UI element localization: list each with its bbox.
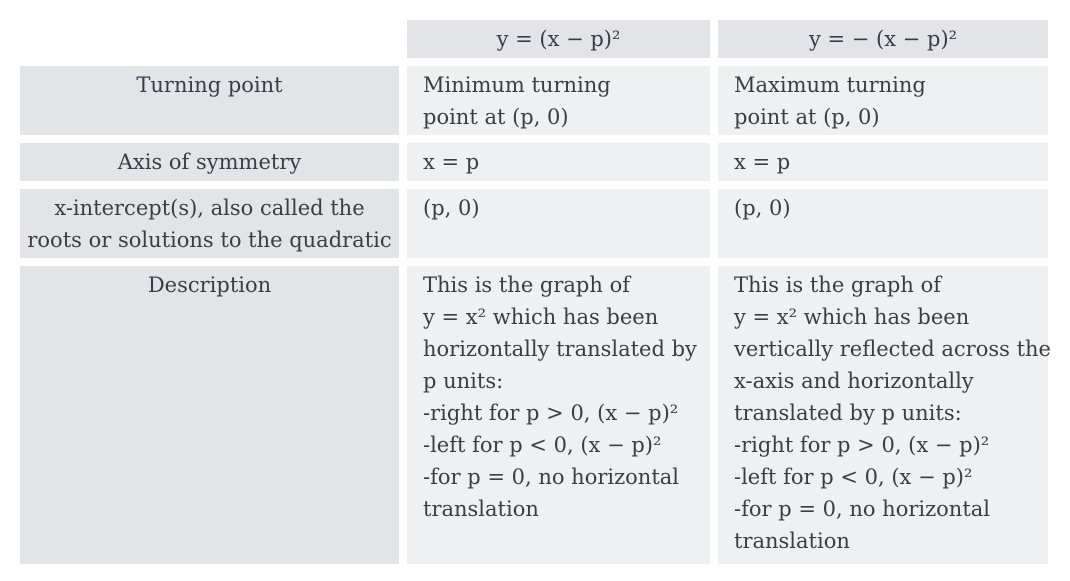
- cell-line: horizontally translated by: [423, 337, 697, 361]
- cell-line: -left for p < 0, (x − p)²: [734, 465, 973, 489]
- row-turning-point-col2: [718, 66, 1048, 135]
- header-col-negative-formula: y = − (x − p)²: [808, 27, 958, 51]
- cell-line: (p, 0): [423, 196, 480, 220]
- row-x-intercepts-label: [20, 189, 399, 258]
- cell-line: -right for p > 0, (x − p)²: [734, 433, 990, 457]
- header-col-positive-formula: y = (x − p)²: [496, 27, 621, 51]
- cell-line: x = p: [423, 150, 480, 174]
- cell-line: p units:: [423, 369, 504, 393]
- row-axis-of-symmetry-col2: [718, 143, 1048, 181]
- cell-line: x = p: [734, 150, 791, 174]
- cell-line: Minimum turning: [423, 73, 611, 97]
- cell-line: -for p = 0, no horizontal: [423, 465, 679, 489]
- row-label-text: Axis of symmetry: [117, 150, 302, 174]
- cell-line: (p, 0): [734, 196, 791, 220]
- row-label-text: roots or solutions to the quadratic: [27, 228, 392, 252]
- cell-line: -left for p < 0, (x − p)²: [423, 433, 662, 457]
- cell-line: This is the graph of: [734, 273, 941, 297]
- cell-line: translation: [734, 529, 850, 553]
- cell-line: This is the graph of: [423, 273, 630, 297]
- row-turning-point-col1: [407, 66, 710, 135]
- row-description-col2: [718, 266, 1051, 564]
- row-description-col1: [407, 266, 710, 564]
- cell-line: y = x² which has been: [734, 305, 970, 329]
- cell-line: x-axis and horizontally: [734, 369, 974, 393]
- row-label-text: Description: [147, 273, 272, 297]
- header-col-negative: [718, 20, 1048, 58]
- cell-line: Maximum turning: [734, 73, 926, 97]
- row-label-text: Turning point: [136, 73, 283, 97]
- cell-line: -for p = 0, no horizontal: [734, 497, 990, 521]
- row-description-label: [20, 266, 399, 564]
- cell-line: translated by p units:: [734, 401, 962, 425]
- row-label-text: x-intercept(s), also called the: [54, 196, 365, 220]
- row-x-intercepts-col1: [407, 189, 710, 258]
- row-x-intercepts-col2: [718, 189, 1048, 258]
- cell-line: vertically reflected across the: [734, 337, 1051, 361]
- cell-line: point at (p, 0): [734, 105, 880, 129]
- row-turning-point-label: [20, 66, 399, 135]
- cell-line: point at (p, 0): [423, 105, 569, 129]
- cell-line: -right for p > 0, (x − p)²: [423, 401, 679, 425]
- header-col-positive: [407, 20, 710, 58]
- cell-line: y = x² which has been: [423, 305, 659, 329]
- row-axis-of-symmetry-label: [20, 143, 399, 181]
- cell-line: translation: [423, 497, 539, 521]
- row-axis-of-symmetry-col1: [407, 143, 710, 181]
